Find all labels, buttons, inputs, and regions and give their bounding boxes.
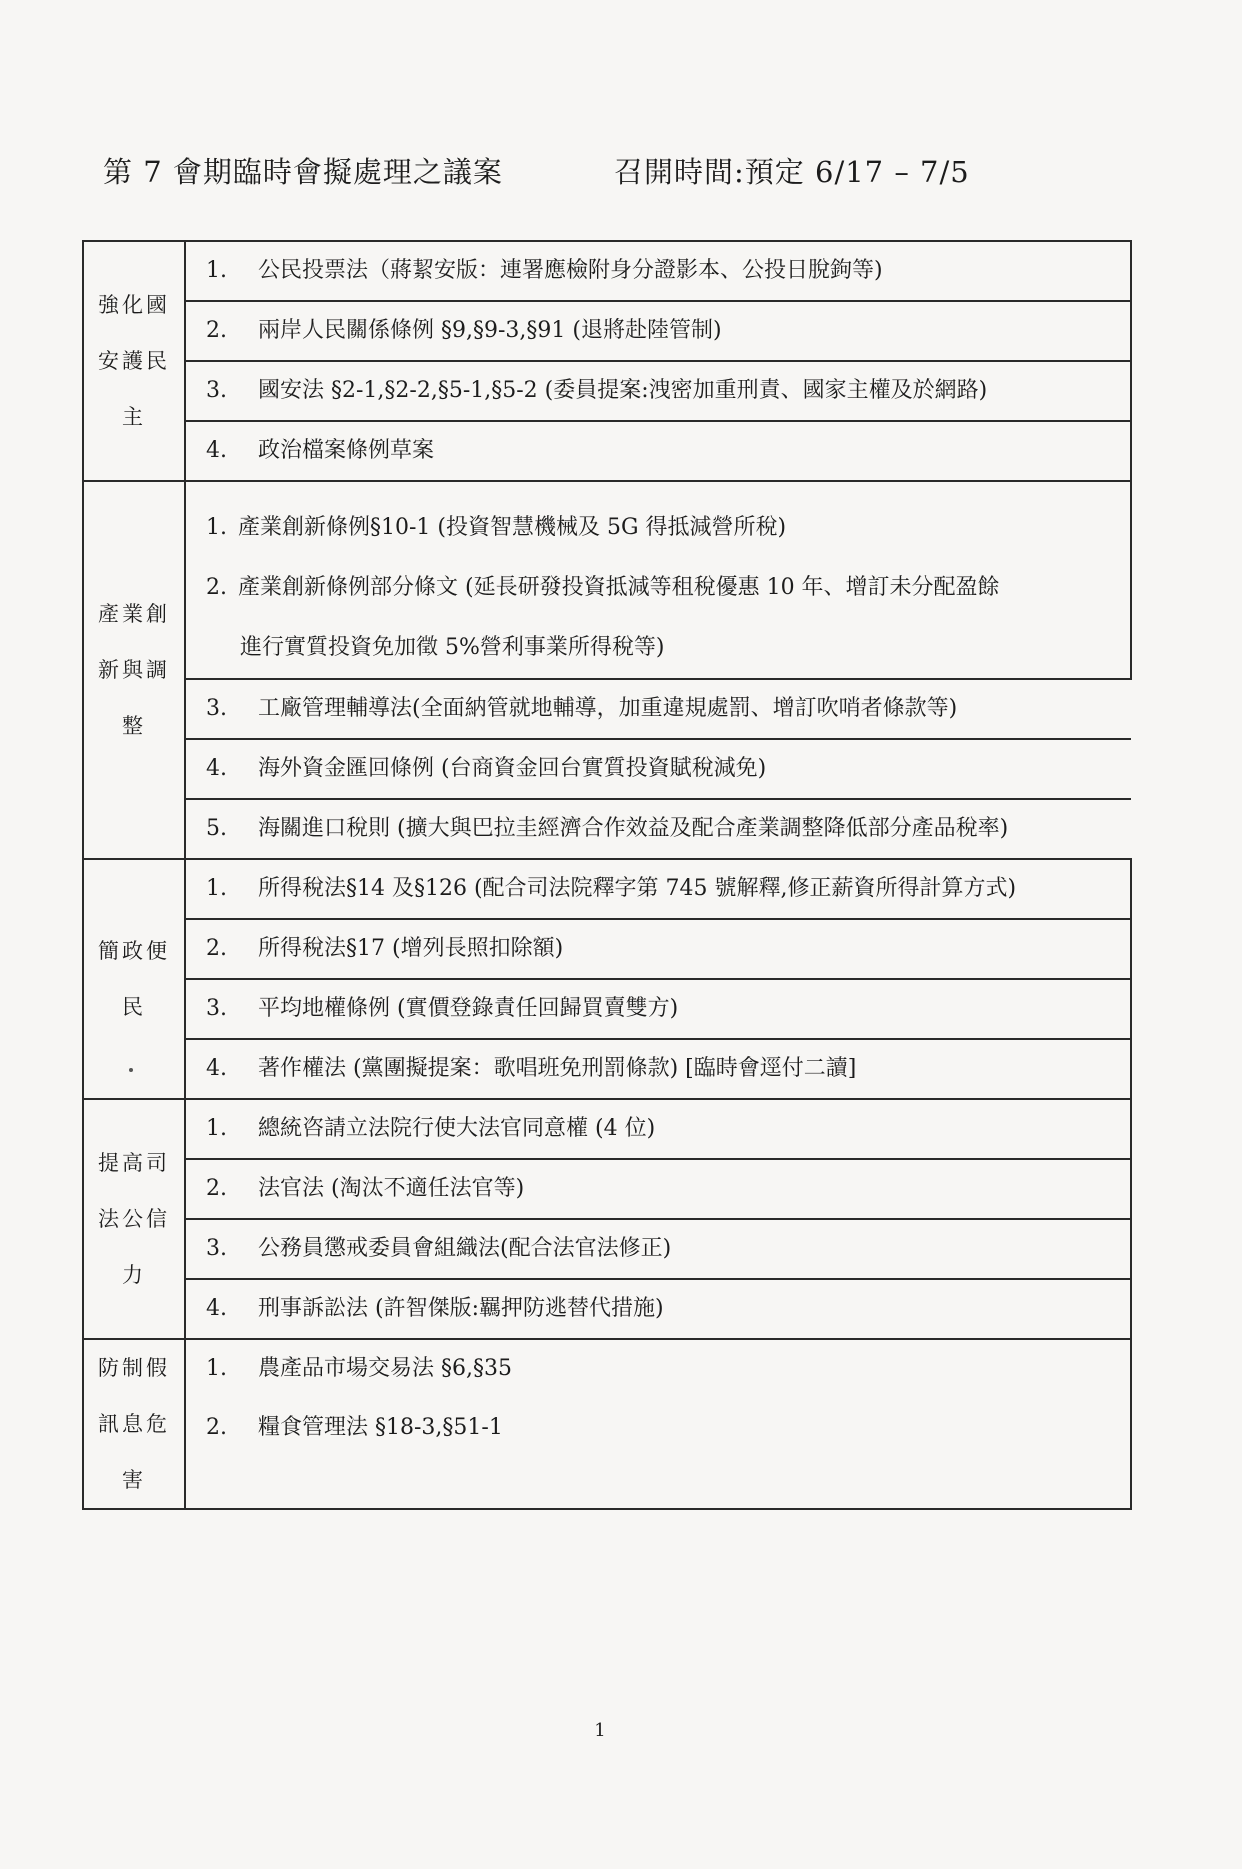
table-row [83,679,1131,859]
item-number: 1. [206,515,227,540]
agenda-table [82,240,1132,1510]
table-row [83,1399,1131,1458]
item-number: 4. [206,438,227,463]
item-number: 4. [206,1056,227,1081]
item-number: 3. [206,378,227,403]
item-text: 產業創新條例部分條文 (延長研發投資抵減等租稅優惠 10 年、增訂未分配盈餘 [238,575,1000,600]
item-text: 公民投票法（蔣絜安版：連署應檢附身分證影本、公投日脫鉤等) [258,258,883,283]
item-text: 工廠管理輔導法(全面納管就地輔導，加重違規處罰、增訂吹哨者條款等) [258,696,958,721]
agenda-item [185,1039,1131,1099]
item-text: 產業創新條例§10-1 (投資智慧機械及 5G 得抵減營所稅) [238,515,787,540]
agenda-item [186,799,1131,858]
table-row [186,799,1131,858]
category-label: 提高司法公信力 [98,1151,170,1287]
item-number: 2. [206,575,227,600]
agenda-item [185,919,1131,979]
agenda-item [185,421,1131,481]
table-row [83,481,1131,679]
item-number: 3. [206,1236,227,1261]
item-number: 2. [206,1414,227,1440]
table-row [83,1219,1131,1279]
item-text: 政治檔案條例草案 [258,438,435,463]
item-text: 著作權法 (黨團擬提案：歌唱班免刑罰條款) [臨時會逕付二讀] [258,1056,857,1081]
item-text: 海關進口稅則 (擴大與巴拉圭經濟合作效益及配合產業調整降低部分產品稅率) [258,816,1009,841]
item-number: 2. [206,936,227,961]
category-cell [83,859,185,1099]
item-text-continued: 進行實質投資免加徵 5%營利事業所得稅等) [240,635,665,660]
agenda-item [185,1219,1131,1279]
table-row [83,1159,1131,1219]
item-number: 2. [206,318,227,343]
item-number: 1. [206,258,227,283]
agenda-item [185,859,1131,919]
item-number: 3. [206,996,227,1021]
agenda-item [185,1159,1131,1219]
agenda-item [185,481,1131,679]
item-number: 5. [206,816,227,841]
table-row [83,1099,1131,1159]
agenda-item [185,301,1131,361]
agenda-item [185,1279,1131,1339]
item-text: 兩岸人民關係條例 §9,§9-3,§91 (退將赴陸管制) [258,318,722,343]
page-number: 1 [594,1720,606,1741]
table-row [83,421,1131,481]
table-row [83,1039,1131,1099]
item-text: 糧食管理法 §18-3,§51-1 [258,1414,503,1440]
item-text: 法官法 (淘汰不適任法官等) [258,1176,525,1201]
category-label: 防制假訊息危害 [98,1356,170,1492]
table-row [83,919,1131,979]
agenda-item [185,1339,1131,1399]
table-row [83,301,1131,361]
category-cell [83,241,185,481]
item-text: 農產品市場交易法 §6,§35 [258,1356,512,1381]
item-text: 海外資金匯回條例 (台商資金回台實質投資賦稅減免) [258,756,767,781]
item-text: 所得稅法§17 (增列長照扣除額) [258,936,564,961]
agenda-item [185,1399,1131,1458]
item-number: 1. [206,876,227,901]
category-cell [83,1339,185,1509]
table-row [83,859,1131,919]
item-text: 所得稅法§14 及§126 (配合司法院釋字第 745 號解釋,修正薪資所得計算方式) [258,876,1017,901]
table-row [83,979,1131,1039]
table-row [186,739,1131,799]
agenda-item [185,1099,1131,1159]
item-number: 2. [206,1176,227,1201]
table-row [83,361,1131,421]
table-row [186,680,1131,739]
agenda-item [186,680,1131,739]
table-row [83,1339,1131,1399]
item-number: 4. [206,756,227,781]
category-label: 強化國安護民主 [98,293,170,429]
item-number: 1. [206,1116,227,1141]
table-row [83,241,1131,301]
empty-cell [185,1457,1131,1509]
category-label: 簡政便民 [98,939,170,1019]
item-text: 總統咨請立法院行使大法官同意權 (4 位) [258,1116,656,1141]
nested-items-cell [185,679,1131,859]
table-row [83,1279,1131,1339]
item-number: 3. [206,696,227,721]
item-text: 公務員懲戒委員會組織法(配合法官法修正) [258,1236,672,1261]
category-cell [83,1099,185,1339]
agenda-item [185,241,1131,301]
stray-mark [129,1068,133,1072]
category-cell [83,481,185,859]
item-number: 1. [206,1356,227,1381]
item-number: 4. [206,1296,227,1321]
table-row [83,1457,1131,1509]
agenda-item [185,979,1131,1039]
category-label: 產業創新與調整 [98,602,170,738]
agenda-item [186,739,1131,799]
page-title: 第 7 會期臨時會擬處理之議案 [103,155,503,189]
item-text: 刑事訴訟法 (許智傑版:羈押防逃替代措施) [258,1296,664,1321]
item-text: 國安法 §2-1,§2-2,§5-1,§5-2 (委員提案:洩密加重刑責、國家主權及於網路) [258,378,988,403]
agenda-item [185,361,1131,421]
session-schedule: 召開時間:預定 6/17 – 7/5 [614,155,970,189]
item-text: 平均地權條例 (實價登錄責任回歸買賣雙方) [258,996,679,1021]
